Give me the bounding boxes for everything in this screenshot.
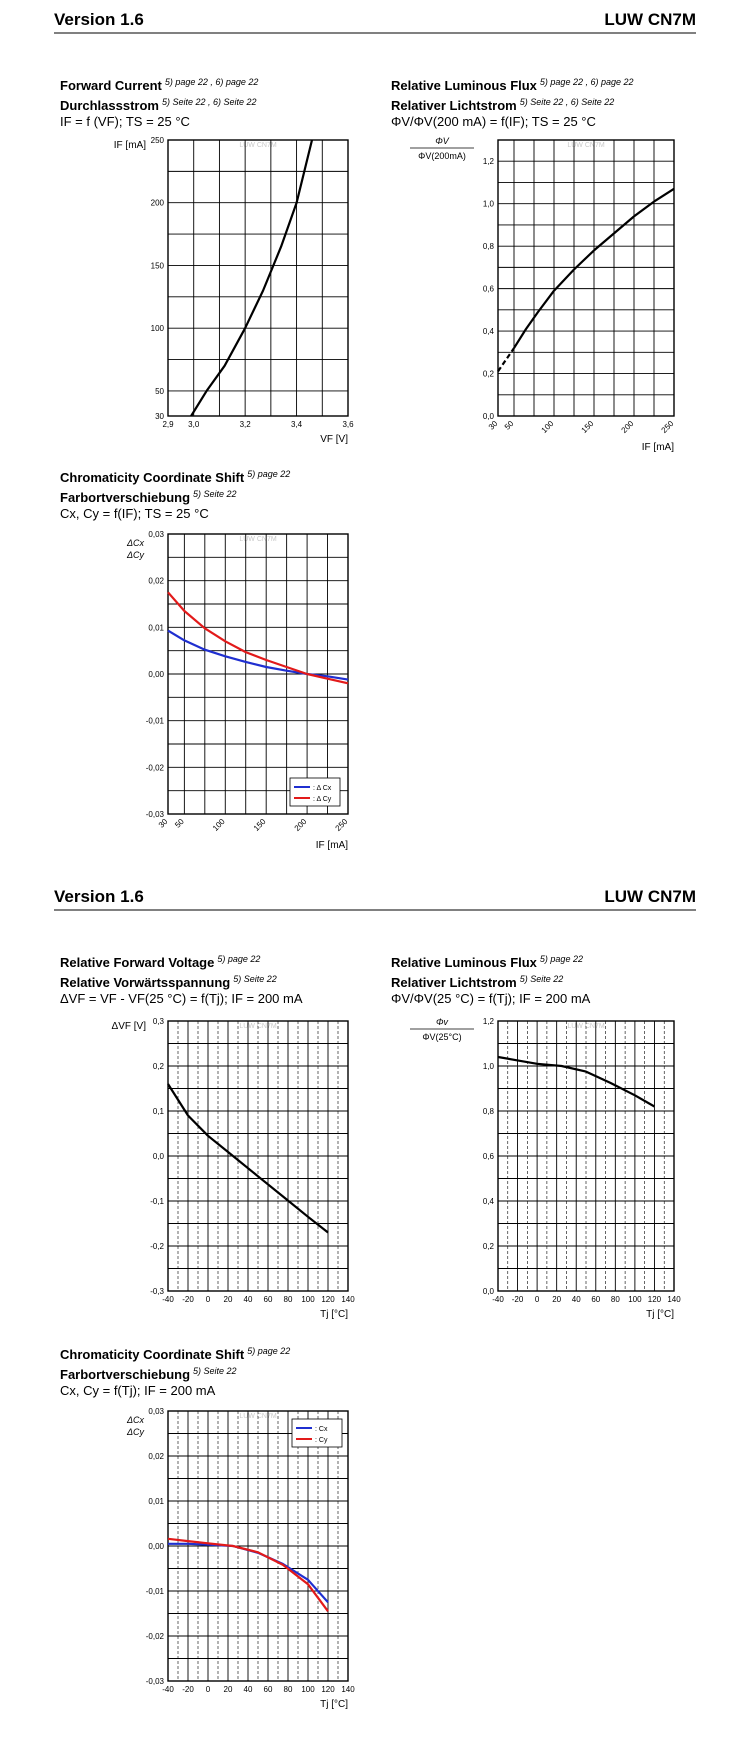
y-axis-label-cy: ΔCy <box>126 1427 144 1437</box>
x-tick-label: -20 <box>182 1685 194 1694</box>
formula: IF = f (VF); TS = 25 °C <box>60 114 190 129</box>
x-tick-label: 150 <box>251 817 268 833</box>
x-tick-label: 40 <box>243 1295 253 1304</box>
x-tick-label: 60 <box>263 1685 273 1694</box>
formula: Cx, Cy = f(IF); TS = 25 °C <box>60 506 209 521</box>
y-tick-label: 0,01 <box>148 1497 164 1506</box>
forward-current-chart <box>108 130 368 450</box>
x-tick-label: -40 <box>162 1295 174 1304</box>
flux-temp-chart <box>418 1007 698 1320</box>
ref-en: 5) page 22 , 6) page 22 <box>164 77 259 87</box>
x-tick-label: 200 <box>619 419 636 435</box>
title-en: Relative Luminous Flux <box>391 955 537 970</box>
x-tick-label: 3,6 <box>342 420 354 429</box>
x-tick-label: 100 <box>539 419 556 435</box>
y-tick-label: 1,2 <box>482 1017 494 1026</box>
x-tick-label: 100 <box>628 1295 642 1304</box>
watermark: LUW CN7M <box>239 1413 277 1420</box>
x-tick-label: 140 <box>341 1295 355 1304</box>
title-de: Relative Vorwärtsspannung <box>60 975 231 990</box>
y-tick-label: 0,4 <box>482 327 494 337</box>
x-axis-label: IF [mA] <box>315 840 348 851</box>
y-tick-label: 0,02 <box>148 1452 164 1461</box>
chroma-temp-title <box>60 1343 290 1399</box>
x-tick-label: 100 <box>301 1295 315 1304</box>
ref-en: 5) page 22 <box>539 954 583 964</box>
forward-current-title <box>60 74 258 130</box>
y-axis-label-denominator: ΦV(25°C) <box>422 1032 462 1042</box>
y-axis-label-cy: ΔCy <box>126 550 144 560</box>
ref-en: 5) page 22 <box>217 954 261 964</box>
x-tick-label: 100 <box>210 817 227 833</box>
flux-current-chart <box>418 130 698 453</box>
y-tick-label: 1,0 <box>482 1062 494 1071</box>
y-tick-label: 0,6 <box>482 1152 494 1161</box>
legend <box>292 1419 342 1447</box>
y-axis-label-cx: ΔCx <box>126 1415 144 1425</box>
y-tick-label: 1,2 <box>482 157 494 167</box>
y-tick-label: 0,03 <box>148 1407 164 1416</box>
y-tick-label: 0,2 <box>482 1242 494 1251</box>
y-tick-label: 0,3 <box>152 1017 164 1026</box>
x-tick-label: 0 <box>205 1295 211 1304</box>
x-tick-label: 80 <box>610 1295 620 1304</box>
x-tick-label: 150 <box>579 419 596 435</box>
vf-temp-title <box>60 951 303 1007</box>
title-en: Forward Current <box>60 78 162 93</box>
plot-frame <box>168 140 348 416</box>
x-tick-label: 20 <box>552 1295 562 1304</box>
ref-en: 5) page 22 <box>247 469 291 479</box>
y-tick-label: 0,8 <box>482 242 494 252</box>
legend <box>290 778 340 806</box>
y-tick-label: -0,01 <box>145 716 164 726</box>
x-tick-label: 100 <box>301 1685 315 1694</box>
x-tick-label: 140 <box>667 1295 681 1304</box>
x-axis-label: IF [mA] <box>641 442 674 453</box>
x-tick-label: 3,2 <box>239 420 251 429</box>
x-tick-label: 60 <box>591 1295 601 1304</box>
title-en: Relative Luminous Flux <box>391 78 537 93</box>
ref-de: 5) Seite 22 , 6) Seite 22 <box>519 97 615 107</box>
vf-temp-chart <box>108 1007 368 1320</box>
x-tick-label: 60 <box>263 1295 273 1304</box>
page-2 <box>0 877 750 1755</box>
x-tick-label: 80 <box>283 1295 293 1304</box>
title-de: Relativer Lichtstrom <box>391 98 517 113</box>
watermark: LUW CN7M <box>239 142 277 149</box>
y-tick-label: 0,02 <box>148 576 164 586</box>
y-tick-label: -0,03 <box>145 1677 164 1686</box>
title-en: Relative Forward Voltage <box>60 955 215 970</box>
x-tick-label: 0 <box>534 1295 540 1304</box>
x-tick-label: -40 <box>492 1295 504 1304</box>
plot-frame <box>498 140 674 416</box>
y-tick-label: -0,3 <box>150 1287 164 1296</box>
y-tick-label: 0,8 <box>482 1107 494 1116</box>
x-tick-label: 2,9 <box>162 420 174 429</box>
watermark: LUW CN7M <box>567 142 605 149</box>
x-tick-label: 250 <box>333 817 350 833</box>
product-label: LUW CN7M <box>604 887 696 906</box>
y-tick-label: 0,2 <box>152 1062 164 1071</box>
y-tick-label: 0,0 <box>482 412 494 421</box>
x-tick-label: 3,4 <box>291 420 303 429</box>
y-tick-label: 0,00 <box>148 670 164 679</box>
title-en: Chromaticity Coordinate Shift <box>60 470 245 485</box>
y-axis-label: IF [mA] <box>113 140 146 151</box>
ref-de: 5) Seite 22 , 6) Seite 22 <box>161 97 257 107</box>
title-de: Durchlassstrom <box>60 98 159 113</box>
series-line-Δ-Cy <box>168 592 348 683</box>
x-tick-label: 50 <box>502 419 516 432</box>
version-label: Version 1.6 <box>54 887 144 906</box>
ref-de: 5) Seite 22 <box>193 489 237 499</box>
legend-label: : Cy <box>315 1437 328 1444</box>
flux-temp-title <box>391 951 590 1007</box>
flux-current-title <box>391 74 634 130</box>
x-tick-label: 30 <box>486 419 500 432</box>
y-tick-label: 200 <box>150 198 164 208</box>
page-header <box>54 10 696 34</box>
formula: Cx, Cy = f(Tj); IF = 200 mA <box>60 1383 216 1398</box>
x-tick-label: 50 <box>173 817 186 830</box>
title-de: Relativer Lichtstrom <box>391 975 517 990</box>
x-tick-label: 250 <box>659 419 676 435</box>
watermark: LUW CN7M <box>239 536 277 543</box>
x-tick-label: 40 <box>243 1685 253 1694</box>
x-tick-label: 80 <box>283 1685 293 1694</box>
formula: ΔVF = VF - VF(25 °C) = f(Tj); IF = 200 mA <box>60 991 303 1006</box>
x-tick-label: 0 <box>205 1685 211 1694</box>
version-label: Version 1.6 <box>54 10 144 29</box>
y-tick-label: 0,1 <box>152 1107 164 1116</box>
x-tick-label: 120 <box>321 1295 335 1304</box>
y-tick-label: 0,4 <box>482 1197 494 1206</box>
series-line-IF <box>191 140 312 416</box>
x-tick-label: 120 <box>321 1685 335 1694</box>
ref-de: 5) Seite 22 <box>233 974 277 984</box>
y-tick-label: 1,0 <box>482 199 494 209</box>
x-axis-label: Tj [°C] <box>646 1309 674 1320</box>
x-axis-label: VF [V] <box>320 434 348 445</box>
legend-label: : Cx <box>315 1426 328 1433</box>
formula: ΦV/ΦV(25 °C) = f(Tj); IF = 200 mA <box>391 991 591 1006</box>
y-tick-label: 0,01 <box>148 623 164 633</box>
y-tick-label: 0,00 <box>148 1542 164 1551</box>
x-tick-label: 40 <box>571 1295 581 1304</box>
y-tick-label: -0,01 <box>145 1587 164 1596</box>
series-line-Δ-Cx <box>168 631 348 680</box>
ref-en: 5) page 22 , 6) page 22 <box>539 77 634 87</box>
ref-en: 5) page 22 <box>247 1346 291 1356</box>
title-de: Farbortverschiebung <box>60 490 191 505</box>
x-tick-label: 200 <box>292 817 309 833</box>
y-tick-label: -0,03 <box>145 810 164 819</box>
x-tick-label: 120 <box>647 1295 662 1304</box>
title-en: Chromaticity Coordinate Shift <box>60 1347 245 1362</box>
x-axis-label: Tj [°C] <box>320 1309 348 1320</box>
chroma-current-title <box>60 466 290 522</box>
x-tick-label: -20 <box>511 1295 524 1304</box>
x-tick-label: -20 <box>182 1295 194 1304</box>
y-tick-label: 0,0 <box>152 1152 164 1161</box>
legend-label: : Δ Cx <box>313 785 332 792</box>
x-tick-label: 20 <box>223 1295 233 1304</box>
y-tick-label: -0,02 <box>145 763 164 773</box>
y-tick-label: 0,03 <box>148 530 164 539</box>
y-tick-label: -0,02 <box>145 1632 164 1641</box>
x-tick-label: 20 <box>223 1685 233 1694</box>
y-tick-label: 0,2 <box>482 369 494 379</box>
y-axis-label: ΔVF [V] <box>111 1021 146 1032</box>
legend-label: : Δ Cy <box>313 796 332 803</box>
y-tick-label: 100 <box>150 324 164 334</box>
ref-de: 5) Seite 22 <box>193 1366 237 1376</box>
watermark: LUW CN7M <box>239 1023 277 1030</box>
x-axis-label: Tj [°C] <box>320 1699 348 1710</box>
page-header <box>54 887 696 911</box>
y-tick-label: 150 <box>150 261 164 271</box>
y-tick-label: 30 <box>155 412 164 421</box>
watermark: LUW CN7M <box>567 1023 605 1030</box>
title-de: Farbortverschiebung <box>60 1367 191 1382</box>
formula: ΦV/ΦV(200 mA) = f(IF); TS = 25 °C <box>391 114 596 129</box>
y-axis-label-numerator: Φv <box>435 1017 449 1027</box>
y-tick-label: 250 <box>150 136 164 145</box>
y-tick-label: -0,2 <box>150 1242 164 1251</box>
chroma-current-chart <box>108 520 368 850</box>
y-tick-label: -0,1 <box>150 1197 164 1206</box>
y-tick-label: 50 <box>155 386 164 396</box>
product-label: LUW CN7M <box>604 10 696 29</box>
y-tick-label: 0,0 <box>482 1287 494 1296</box>
chroma-temp-chart <box>108 1397 368 1722</box>
y-axis-label-cx: ΔCx <box>126 538 144 548</box>
ref-de: 5) Seite 22 <box>519 974 564 984</box>
y-tick-label: 0,6 <box>482 284 494 294</box>
y-axis-label-numerator: ΦV <box>435 136 449 146</box>
y-axis-label-denominator: ΦV(200mA) <box>418 151 466 161</box>
series-line-extrapolated <box>498 348 514 371</box>
x-tick-label: 140 <box>341 1685 355 1694</box>
x-tick-label: 3,0 <box>188 420 200 429</box>
x-tick-label: -40 <box>162 1685 174 1694</box>
x-tick-label: 30 <box>156 817 170 830</box>
